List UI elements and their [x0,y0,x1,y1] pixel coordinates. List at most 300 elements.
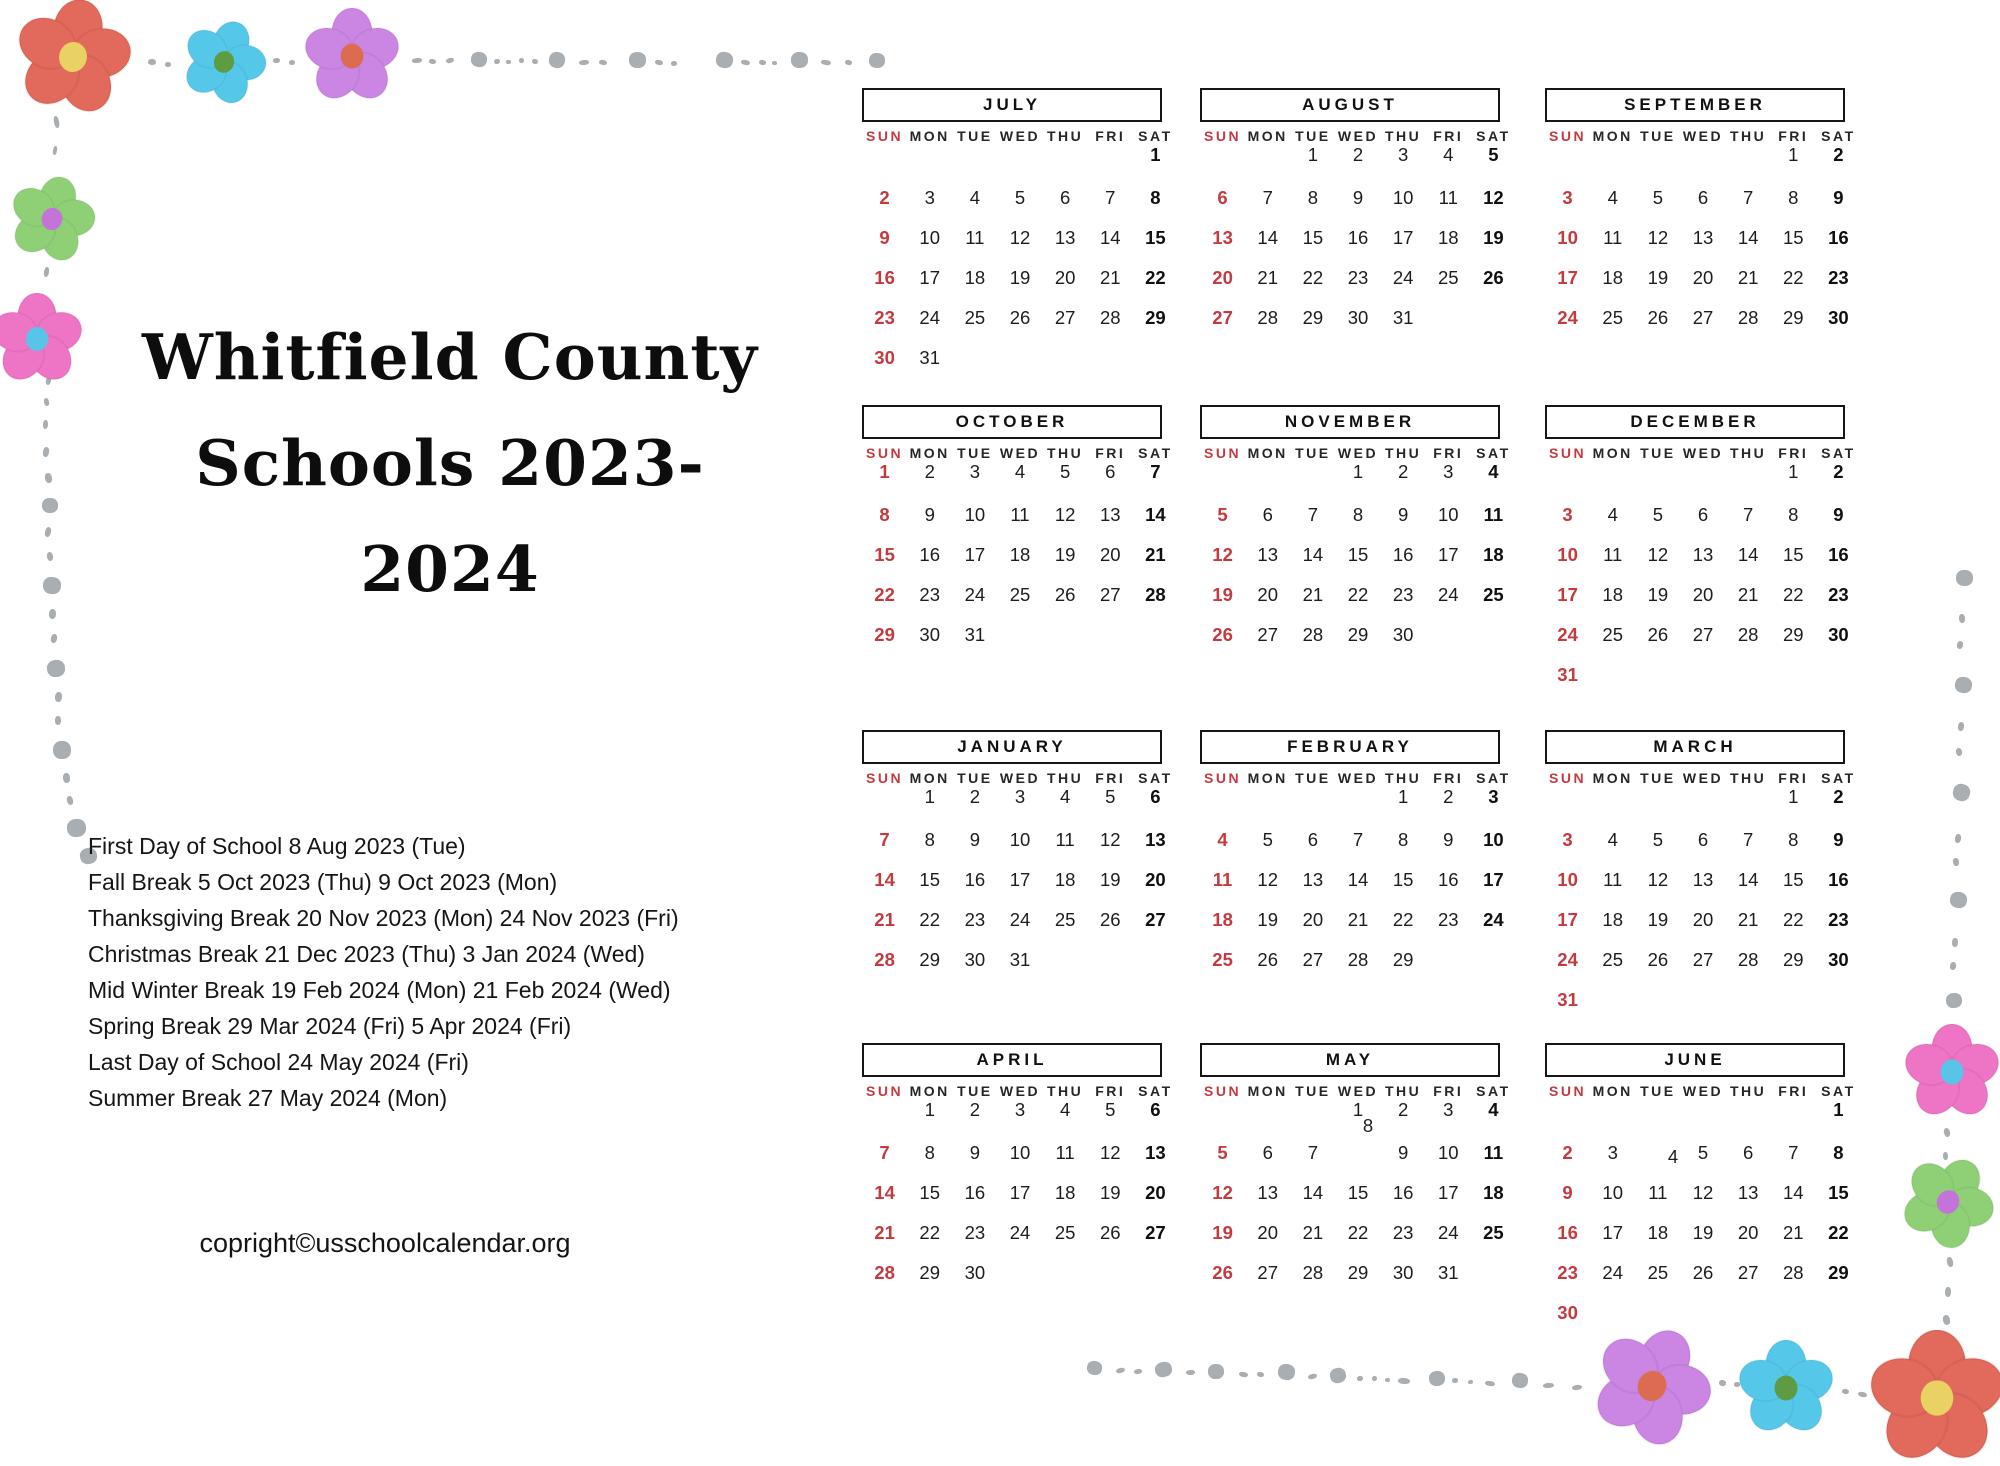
day-cell: 26 [1212,624,1233,645]
weekday-label: TUE [957,128,993,144]
event-line: Fall Break 5 Oct 2023 (Thu) 9 Oct 2023 (Mon) [88,869,558,895]
week-row [1545,980,1861,1020]
day-cell: 1 [1788,144,1799,165]
weekday-label: MON [1247,128,1288,144]
day-cell [997,615,1042,655]
day-cell [1088,940,1133,980]
weekday-label: THU [1729,128,1767,144]
weekday-label: SAT [1821,770,1856,786]
day-cell [1590,1090,1635,1130]
weekday-label: TUE [1640,128,1676,144]
day-cell: 5 [1697,1142,1709,1163]
day-cell: 21 [874,1222,895,1243]
dotted-line-dot [844,59,852,65]
day-cell: 4 [1014,461,1026,482]
day-cell [1335,1133,1380,1173]
day-cell: 14 [874,869,895,890]
day-cell: 13 [1054,227,1076,248]
day-cell: 17 [964,544,986,565]
day-cell: 18 [1647,1222,1669,1243]
day-cell: 18 [1437,227,1459,248]
day-cell: 8 [1397,829,1409,850]
day-cell: 10 [1557,544,1578,565]
day-cell: 16 [919,544,940,565]
day-cell: 14 [1782,1182,1804,1203]
weekday-label: MON [1592,445,1633,461]
day-cell: 21 [1302,584,1324,605]
dotted-line-dot [54,692,62,703]
weekday-label: SUN [866,128,904,144]
day-cell: 13 [1145,1142,1166,1163]
day-cell: 29 [1392,949,1414,970]
weekday-label: WED [999,445,1041,461]
dotted-line-dot [1951,782,1972,803]
dotted-line-dot [1153,1360,1173,1379]
event-line: Thanksgiving Break 20 Nov 2023 (Mon) 24 Nov 2023 (Fri) [88,905,679,931]
day-cell: 29 [919,1262,940,1283]
weekday-label: WED [1337,1083,1379,1099]
day-cell: 4 [1443,144,1454,165]
week-row [1545,655,1861,695]
displaced-day: 4 [1667,1146,1679,1167]
day-cell: 31 [1557,664,1578,685]
week-row [1200,1213,1516,1253]
day-cell: 19 [1692,1222,1714,1243]
week-row [862,777,1178,817]
day-cell [1545,777,1590,817]
dotted-line-dot [55,715,61,724]
day-cell: 4 [1607,504,1618,525]
day-cell: 12 [1647,544,1669,565]
weekday-label: WED [1682,128,1724,144]
day-cell: 5 [1014,187,1026,208]
day-cell: 6 [1105,461,1116,482]
day-cell [1043,135,1088,175]
day-cell: 1 [924,1099,935,1120]
dotted-line-dot [62,773,70,784]
flower-icon [170,8,278,116]
page-title-line: Schools 2023- [195,426,705,500]
day-cell: 8 [879,504,890,525]
weekday-label: WED [1682,445,1724,461]
day-cell: 28 [1302,1262,1324,1283]
day-cell: 11 [1438,187,1458,208]
event-list [88,828,848,1116]
day-cell: 26 [1647,949,1669,970]
day-cell: 8 [1788,829,1799,850]
day-cell: 17 [919,267,940,288]
month-title: MARCH [1545,730,1845,764]
weekday-label: FRI [1433,128,1464,144]
day-cell: 16 [964,869,986,890]
day-cell: 6 [1697,504,1709,525]
month-title: NOVEMBER [1200,405,1500,439]
day-cell: 12 [1099,829,1121,850]
dotted-line-dot [821,59,832,66]
day-cell: 19 [1099,869,1121,890]
flower-icon [6,0,140,124]
weekday-label: SAT [1138,1083,1173,1099]
week-row [1200,777,1516,817]
dotted-line-dot [50,633,58,643]
week-row [862,258,1178,298]
dotted-line-dot [1511,1372,1528,1388]
day-cell: 4 [1607,829,1618,850]
day-cell: 28 [1099,307,1121,328]
day-cell: 3 [1607,1142,1618,1163]
day-cell: 15 [874,544,895,565]
day-cell: 5 [1488,144,1499,165]
day-cell: 26 [1054,584,1076,605]
day-cell: 4 [1488,1099,1499,1120]
day-cell [1680,980,1725,1020]
event-line: Spring Break 29 Mar 2024 (Fri) 5 Apr 2024 (Fri) [88,1013,572,1039]
flower-icon [0,293,83,385]
day-cell: 1 [1150,144,1161,165]
day-cell [1471,1253,1516,1293]
day-cell: 15 [1302,227,1324,248]
day-cell: 12 [1054,504,1076,525]
day-cell: 12 [1483,187,1504,208]
day-cell: 12 [1692,1182,1714,1203]
day-cell [1771,1090,1816,1130]
week-row [1545,1253,1861,1293]
day-cell [1726,452,1771,492]
dotted-line-dot [46,659,65,678]
month-september [1545,88,1856,388]
day-cell: 24 [1392,267,1414,288]
day-cell: 9 [1833,187,1844,208]
dotted-line-dot [1371,1375,1376,1380]
day-cell: 26 [1647,307,1669,328]
day-cell: 16 [1828,869,1849,890]
day-cell [1635,1293,1680,1333]
weekday-label: THU [1384,445,1422,461]
weekday-label: SUN [1204,128,1242,144]
day-cell [1133,1253,1178,1293]
day-cell: 22 [919,1222,940,1243]
weekday-label: MON [1592,770,1633,786]
day-cell: 18 [1054,869,1076,890]
dotted-line-dot [1208,1363,1225,1379]
weekday-label: SUN [1204,445,1242,461]
day-cell [1245,135,1290,175]
month-november [1200,405,1511,705]
day-cell: 14 [1737,227,1759,248]
day-cell: 25 [1602,307,1623,328]
week-row [1545,1213,1861,1253]
day-cell [862,1090,907,1130]
day-cell: 9 [969,1142,980,1163]
day-cell: 7 [879,1142,890,1163]
day-cell: 20 [1145,1182,1166,1203]
day-cell [1726,1293,1771,1333]
weekday-label: THU [1046,128,1084,144]
day-cell: 11 [1010,504,1030,525]
weekday-label: MON [1592,128,1633,144]
day-cell: 14 [1737,869,1759,890]
weekday-label: MON [1247,445,1288,461]
day-cell: 5 [1217,1142,1228,1163]
day-cell [1043,615,1088,655]
week-row [1200,940,1516,980]
month-october [862,405,1173,705]
day-cell: 25 [1647,1262,1669,1283]
weekday-label: SUN [1549,128,1587,144]
dotted-line-dot [1941,1314,1950,1325]
event-line: First Day of School 8 Aug 2023 (Tue) [88,833,466,859]
day-cell: 3 [1443,461,1454,482]
week-row [1200,860,1516,900]
month-april [862,1043,1173,1343]
month-title: MAY [1200,1043,1500,1077]
day-cell: 11 [1648,1182,1668,1203]
month-title: JUNE [1545,1043,1845,1077]
weekday-label: MON [909,128,950,144]
day-cell: 12 [1212,1182,1233,1203]
dotted-line-dot [1307,1372,1317,1379]
dotted-line-dot [48,609,56,619]
day-cell: 16 [1347,227,1369,248]
day-cell [1545,135,1590,175]
dotted-line-dot [518,57,523,62]
day-cell: 15 [1392,869,1414,890]
day-cell: 18 [1602,267,1623,288]
day-cell: 14 [1302,544,1324,565]
day-cell: 5 [1059,461,1071,482]
day-cell: 19 [1099,1182,1121,1203]
day-cell [1771,980,1816,1020]
day-cell: 16 [1392,544,1414,565]
week-row [862,1090,1178,1130]
day-cell: 2 [1443,786,1454,807]
day-cell: 22 [1347,584,1369,605]
day-cell: 13 [1737,1182,1759,1203]
weekday-label: SUN [1549,1083,1587,1099]
week-row [1200,178,1516,218]
day-cell [1200,777,1245,817]
weekday-label: WED [1682,1083,1724,1099]
day-cell: 14 [1099,227,1121,248]
day-cell [1680,1090,1725,1130]
day-cell: 1 [924,786,935,807]
day-cell: 17 [1557,909,1578,930]
week-row [1545,298,1861,338]
day-cell: 8 [1307,187,1318,208]
dotted-line-dot [289,59,296,65]
weekday-label: SAT [1476,128,1511,144]
day-cell: 17 [1392,227,1414,248]
dotted-line-dot [53,741,71,759]
week-row [1200,535,1516,575]
day-cell: 7 [1105,187,1116,208]
weekday-label: FRI [1433,1083,1464,1099]
weekday-label: SAT [1476,445,1511,461]
day-cell: 28 [1302,624,1324,645]
day-cell: 2 [1562,1142,1573,1163]
day-cell: 6 [1697,187,1709,208]
dotted-line-dot [532,58,539,64]
day-cell: 26 [1099,1222,1121,1243]
day-cell: 16 [964,1182,986,1203]
weekday-label: TUE [1640,770,1676,786]
day-cell: 7 [1788,1142,1799,1163]
day-cell: 26 [1647,624,1669,645]
day-cell [1680,452,1725,492]
day-cell: 23 [1828,909,1849,930]
day-cell: 28 [1782,1262,1804,1283]
day-cell: 28 [1737,307,1759,328]
day-cell: 25 [1054,909,1076,930]
day-cell: 29 [1782,307,1804,328]
day-cell: 9 [924,504,935,525]
day-cell: 16 [1828,544,1849,565]
flower-icon [0,166,105,271]
week-row [1545,258,1861,298]
day-cell: 23 [1828,584,1849,605]
day-cell: 13 [1302,869,1324,890]
week-row [862,495,1178,535]
dotted-line-dot [599,59,608,65]
day-cell: 10 [1009,829,1031,850]
weekday-label: MON [909,1083,950,1099]
weekday-label: FRI [1095,445,1126,461]
day-cell: 31 [1437,1262,1459,1283]
day-cell [997,1253,1042,1293]
day-cell [1088,338,1133,378]
month-title: APRIL [862,1043,1162,1077]
day-cell: 31 [1009,949,1031,970]
month-march [1545,730,1856,1030]
day-cell [907,135,952,175]
day-cell [1680,777,1725,817]
day-cell: 26 [1483,267,1504,288]
event-line: Last Day of School 24 May 2024 (Fri) [88,1049,469,1075]
dotted-line-dot [272,57,279,62]
day-cell: 10 [1437,1142,1459,1163]
dotted-line-dot [165,61,171,67]
dotted-line-dot [1952,858,1959,867]
day-cell: 27 [1737,1262,1759,1283]
week-row [862,218,1178,258]
copyright-text: copright©usschoolcalendar.org [199,1228,571,1258]
day-cell: 26 [1009,307,1031,328]
day-cell: 25 [1212,949,1233,970]
day-cell: 3 [1562,829,1573,850]
day-cell: 21 [1145,544,1166,565]
weekday-label: SAT [1138,128,1173,144]
day-cell: 1 [1307,144,1318,165]
dotted-line-dot [1398,1378,1410,1385]
day-cell: 5 [1105,786,1116,807]
weekday-label: SUN [866,1083,904,1099]
day-cell: 7 [1262,187,1273,208]
day-cell [1133,338,1178,378]
day-cell: 9 [1443,829,1454,850]
dotted-line-dot [1954,833,1961,843]
dotted-line-dot [579,59,589,65]
day-cell: 3 [1443,1099,1454,1120]
day-cell [1726,777,1771,817]
day-cell: 22 [1782,909,1804,930]
day-cell: 27 [1692,624,1714,645]
flower-icon [1869,1330,2000,1466]
day-cell: 27 [1692,949,1714,970]
week-row [1545,860,1861,900]
day-cell: 3 [1397,144,1409,165]
day-cell: 24 [1602,1262,1623,1283]
day-cell: 30 [964,1262,986,1283]
day-cell: 2 [969,1099,980,1120]
day-cell: 4 [1217,829,1228,850]
day-cell: 27 [1212,307,1233,328]
week-row [862,338,1178,378]
dotted-line-dot [470,51,488,68]
day-cell [1590,655,1635,695]
day-cell: 23 [874,307,895,328]
weekday-label: TUE [1295,770,1331,786]
week-row [862,820,1178,860]
day-cell: 3 [1562,187,1573,208]
dotted-line-dot [1185,1369,1194,1374]
month-title: OCTOBER [862,405,1162,439]
week-row [1200,135,1516,175]
dotted-line-dot [46,551,53,561]
day-cell: 6 [1262,1142,1273,1163]
day-cell [1043,338,1088,378]
day-cell: 15 [1782,544,1804,565]
day-cell: 14 [874,1182,895,1203]
page-title-line: 2024 [360,532,540,606]
dotted-line-dot [44,526,52,537]
day-cell: 25 [1054,1222,1076,1243]
day-cell: 19 [1647,584,1669,605]
event-line: Summer Break 27 May 2024 (Mon) [88,1085,448,1111]
day-cell [1200,452,1245,492]
day-cell: 9 [1833,829,1844,850]
weekday-label: SUN [866,445,904,461]
month-august [1200,88,1511,388]
displaced-day: 8 [1362,1115,1374,1136]
weekday-label: TUE [1295,445,1331,461]
weekday-label: FRI [1433,445,1464,461]
day-cell: 22 [1302,267,1324,288]
day-cell: 29 [1347,624,1369,645]
day-cell: 20 [1212,267,1233,288]
day-cell: 29 [1828,1262,1849,1283]
day-cell: 10 [1557,869,1578,890]
day-cell: 21 [1347,909,1369,930]
day-cell [1290,452,1335,492]
day-cell: 15 [1782,227,1804,248]
day-cell: 5 [1652,829,1663,850]
day-cell: 28 [1145,584,1166,605]
dotted-line-dot [1953,676,1973,695]
day-cell: 21 [1737,584,1759,605]
week-row [1545,615,1861,655]
day-cell [1816,1293,1861,1333]
day-cell: 18 [1483,1182,1504,1203]
day-cell: 30 [1392,1262,1414,1283]
day-cell [1200,135,1245,175]
week-row [1200,298,1516,338]
day-cell: 15 [919,869,940,890]
day-cell: 1 [1397,786,1409,807]
day-cell: 13 [1099,504,1121,525]
weekday-label: FRI [1778,1083,1809,1099]
day-cell: 2 [1352,144,1364,165]
day-cell [1335,777,1380,817]
